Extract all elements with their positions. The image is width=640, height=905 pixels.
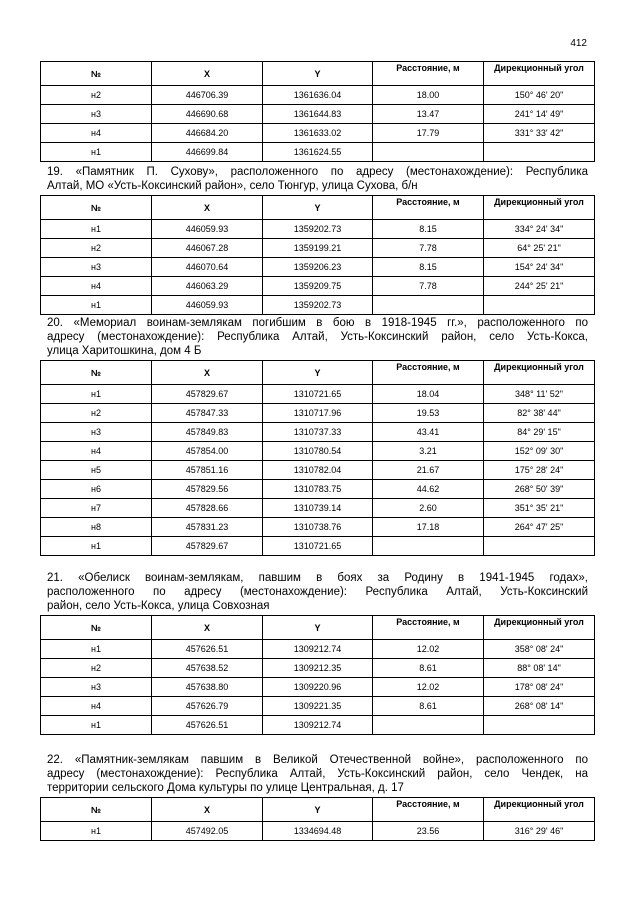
distance-value: 44.62 — [373, 480, 484, 499]
y-coordinate: 1359202.73 — [263, 220, 373, 239]
y-coordinate: 1310721.65 — [263, 537, 373, 556]
point-id: н1 — [41, 822, 152, 841]
point-id: н8 — [41, 518, 152, 537]
description-line: адресу (местонахождение): Республика Алтай, Усть-Коксинский район, село Чендек, на — [47, 768, 588, 780]
direction-angle: 358° 08' 24" — [484, 640, 595, 659]
x-coordinate: 446063.29 — [152, 277, 263, 296]
distance-value: 21.67 — [373, 461, 484, 480]
description-line: район, село Усть-Кокса, улица Совхозная — [47, 600, 270, 612]
x-coordinate: 457638.80 — [152, 678, 263, 697]
x-coordinate: 457492.05 — [152, 822, 263, 841]
distance-value: 12.02 — [373, 640, 484, 659]
coordinates-table — [40, 61, 595, 162]
description-line: улица Харитошкина, дом 4 Б — [47, 345, 202, 357]
x-coordinate: 457829.67 — [152, 537, 263, 556]
point-id: н6 — [41, 480, 152, 499]
point-id: н4 — [41, 124, 152, 143]
direction-angle: 241° 14' 49" — [484, 105, 595, 124]
distance-value: 8.61 — [373, 659, 484, 678]
object-description — [47, 571, 588, 613]
page-number: 412 — [570, 38, 587, 49]
table-row — [41, 822, 595, 841]
table-row — [41, 537, 595, 556]
header-distance: Расстояние, м — [373, 361, 484, 385]
table-row — [41, 277, 595, 296]
direction-angle: 178° 08' 24" — [484, 678, 595, 697]
point-id: н2 — [41, 659, 152, 678]
direction-angle: 331° 33' 42" — [484, 124, 595, 143]
point-id: н3 — [41, 258, 152, 277]
distance-value: 8.15 — [373, 258, 484, 277]
header-x: X — [152, 798, 263, 822]
direction-angle: 268° 08' 14" — [484, 697, 595, 716]
x-coordinate: 446059.93 — [152, 220, 263, 239]
description-line: 22. «Памятник-землякам павшим в Великой Отечественной войне», расположенного по — [47, 754, 588, 766]
header-num: № — [41, 196, 152, 220]
distance-value — [373, 537, 484, 556]
y-coordinate: 1309212.74 — [263, 640, 373, 659]
distance-value: 18.04 — [373, 385, 484, 404]
point-id: н1 — [41, 385, 152, 404]
table-row — [41, 220, 595, 239]
table-row — [41, 239, 595, 258]
y-coordinate: 1359202.73 — [263, 296, 373, 315]
y-coordinate: 1361633.02 — [263, 124, 373, 143]
direction-angle — [484, 296, 595, 315]
coordinates-table — [40, 360, 595, 556]
distance-value: 8.61 — [373, 697, 484, 716]
header-direction: Дирекционный угол — [484, 361, 595, 385]
direction-angle: 268° 50' 39" — [484, 480, 595, 499]
y-coordinate: 1359209.75 — [263, 277, 373, 296]
x-coordinate: 446059.93 — [152, 296, 263, 315]
header-direction: Дирекционный угол — [484, 196, 595, 220]
distance-value: 7.78 — [373, 239, 484, 258]
distance-value: 43.41 — [373, 423, 484, 442]
table-row — [41, 296, 595, 315]
y-coordinate: 1310780.54 — [263, 442, 373, 461]
header-row — [41, 616, 595, 640]
point-id: н4 — [41, 697, 152, 716]
header-x: X — [152, 361, 263, 385]
header-y: Y — [263, 361, 373, 385]
object-description — [47, 316, 588, 358]
description-line: территории сельского Дома культуры по улице Центральная, д. 17 — [47, 782, 404, 794]
description-line: 20. «Мемориал воинам-землякам погибшим в бою в 1918-1945 гг.», расположенного по — [47, 317, 588, 329]
y-coordinate: 1310721.65 — [263, 385, 373, 404]
direction-angle: 88° 08' 14" — [484, 659, 595, 678]
header-row — [41, 62, 595, 86]
table-row — [41, 640, 595, 659]
x-coordinate: 457828.66 — [152, 499, 263, 518]
x-coordinate: 446699.84 — [152, 143, 263, 162]
point-id: н4 — [41, 442, 152, 461]
y-coordinate: 1309221.35 — [263, 697, 373, 716]
description-line: 19. «Памятник П. Сухову», расположенного по адресу (местонахождение): Республика — [47, 166, 588, 178]
point-id: н3 — [41, 423, 152, 442]
table-row — [41, 716, 595, 735]
x-coordinate: 457849.83 — [152, 423, 263, 442]
table-row — [41, 258, 595, 277]
x-coordinate: 446706.39 — [152, 86, 263, 105]
distance-value: 19.53 — [373, 404, 484, 423]
table-row — [41, 385, 595, 404]
direction-angle — [484, 537, 595, 556]
x-coordinate: 457626.51 — [152, 716, 263, 735]
table-row — [41, 518, 595, 537]
direction-angle: 316° 29' 46" — [484, 822, 595, 841]
header-distance: Расстояние, м — [373, 62, 484, 86]
distance-value — [373, 296, 484, 315]
description-line: расположенного по адресу (местонахождение): Республика Алтай, Усть-Коксинский — [47, 586, 588, 598]
y-coordinate: 1309212.35 — [263, 659, 373, 678]
y-coordinate: 1361644.83 — [263, 105, 373, 124]
x-coordinate: 457854.00 — [152, 442, 263, 461]
x-coordinate: 457851.16 — [152, 461, 263, 480]
direction-angle: 175° 28' 24" — [484, 461, 595, 480]
header-distance: Расстояние, м — [373, 798, 484, 822]
description-line: 21. «Обелиск воинам-землякам, павшим в боях за Родину в 1941-1945 годах», — [47, 572, 588, 584]
table-row — [41, 659, 595, 678]
distance-value: 17.18 — [373, 518, 484, 537]
y-coordinate: 1310782.04 — [263, 461, 373, 480]
table-row — [41, 678, 595, 697]
distance-value: 8.15 — [373, 220, 484, 239]
y-coordinate: 1359199.21 — [263, 239, 373, 258]
distance-value: 7.78 — [373, 277, 484, 296]
y-coordinate: 1361636.04 — [263, 86, 373, 105]
point-id: н2 — [41, 239, 152, 258]
table-row — [41, 105, 595, 124]
header-direction: Дирекционный угол — [484, 798, 595, 822]
header-x: X — [152, 196, 263, 220]
direction-angle: 348° 11' 52" — [484, 385, 595, 404]
header-y: Y — [263, 616, 373, 640]
x-coordinate: 457626.51 — [152, 640, 263, 659]
point-id: н1 — [41, 220, 152, 239]
y-coordinate: 1309220.96 — [263, 678, 373, 697]
point-id: н5 — [41, 461, 152, 480]
direction-angle — [484, 143, 595, 162]
distance-value: 18.00 — [373, 86, 484, 105]
point-id: н1 — [41, 296, 152, 315]
x-coordinate: 457829.67 — [152, 385, 263, 404]
header-direction: Дирекционный угол — [484, 616, 595, 640]
header-num: № — [41, 62, 152, 86]
header-x: X — [152, 62, 263, 86]
x-coordinate: 457847.33 — [152, 404, 263, 423]
y-coordinate: 1310737.33 — [263, 423, 373, 442]
header-row — [41, 361, 595, 385]
direction-angle: 264° 47' 25" — [484, 518, 595, 537]
table-row — [41, 461, 595, 480]
point-id: н1 — [41, 640, 152, 659]
table-row — [41, 124, 595, 143]
distance-value: 13.47 — [373, 105, 484, 124]
x-coordinate: 457626.79 — [152, 697, 263, 716]
header-num: № — [41, 361, 152, 385]
y-coordinate: 1361624.55 — [263, 143, 373, 162]
header-distance: Расстояние, м — [373, 196, 484, 220]
y-coordinate: 1309212.74 — [263, 716, 373, 735]
point-id: н2 — [41, 86, 152, 105]
table-row — [41, 143, 595, 162]
y-coordinate: 1310717.96 — [263, 404, 373, 423]
point-id: н1 — [41, 143, 152, 162]
point-id: н1 — [41, 716, 152, 735]
distance-value: 23.56 — [373, 822, 484, 841]
header-num: № — [41, 616, 152, 640]
y-coordinate: 1310738.76 — [263, 518, 373, 537]
table-row — [41, 86, 595, 105]
y-coordinate: 1310739.14 — [263, 499, 373, 518]
x-coordinate: 446070.64 — [152, 258, 263, 277]
table-row — [41, 442, 595, 461]
x-coordinate: 446690.68 — [152, 105, 263, 124]
table-row — [41, 499, 595, 518]
point-id: н4 — [41, 277, 152, 296]
table-row — [41, 480, 595, 499]
direction-angle: 154° 24' 34" — [484, 258, 595, 277]
object-description — [47, 165, 588, 193]
point-id: н7 — [41, 499, 152, 518]
distance-value: 2.60 — [373, 499, 484, 518]
distance-value: 3.21 — [373, 442, 484, 461]
header-y: Y — [263, 196, 373, 220]
header-row — [41, 196, 595, 220]
distance-value — [373, 716, 484, 735]
coordinates-table — [40, 615, 595, 735]
table-row — [41, 697, 595, 716]
direction-angle: 84° 29' 15" — [484, 423, 595, 442]
table-row — [41, 404, 595, 423]
distance-value: 12.02 — [373, 678, 484, 697]
header-row — [41, 798, 595, 822]
header-x: X — [152, 616, 263, 640]
x-coordinate: 457831.23 — [152, 518, 263, 537]
distance-value — [373, 143, 484, 162]
direction-angle: 82° 38' 44" — [484, 404, 595, 423]
y-coordinate: 1310783.75 — [263, 480, 373, 499]
direction-angle: 351° 35' 21" — [484, 499, 595, 518]
direction-angle: 244° 25' 21" — [484, 277, 595, 296]
direction-angle: 152° 09' 30" — [484, 442, 595, 461]
point-id: н3 — [41, 678, 152, 697]
distance-value: 17.79 — [373, 124, 484, 143]
x-coordinate: 446684.20 — [152, 124, 263, 143]
direction-angle: 334° 24' 34" — [484, 220, 595, 239]
x-coordinate: 457638.52 — [152, 659, 263, 678]
header-distance: Расстояние, м — [373, 616, 484, 640]
x-coordinate: 457829.56 — [152, 480, 263, 499]
coordinates-table — [40, 797, 595, 841]
direction-angle — [484, 716, 595, 735]
description-line: адресу (местонахождение): Республика Алтай, Усть-Коксинский район, село Усть-Кокса, — [47, 331, 588, 343]
header-y: Y — [263, 62, 373, 86]
point-id: н1 — [41, 537, 152, 556]
header-y: Y — [263, 798, 373, 822]
point-id: н2 — [41, 404, 152, 423]
x-coordinate: 446067.28 — [152, 239, 263, 258]
direction-angle: 64° 25' 21" — [484, 239, 595, 258]
table-row — [41, 423, 595, 442]
direction-angle: 150° 46' 20" — [484, 86, 595, 105]
header-direction: Дирекционный угол — [484, 62, 595, 86]
header-num: № — [41, 798, 152, 822]
y-coordinate: 1334694.48 — [263, 822, 373, 841]
object-description — [47, 753, 588, 795]
y-coordinate: 1359206.23 — [263, 258, 373, 277]
point-id: н3 — [41, 105, 152, 124]
coordinates-table — [40, 195, 595, 315]
description-line: Алтай, МО «Усть-Коксинский район», село Тюнгур, улица Сухова, б/н — [47, 180, 418, 192]
